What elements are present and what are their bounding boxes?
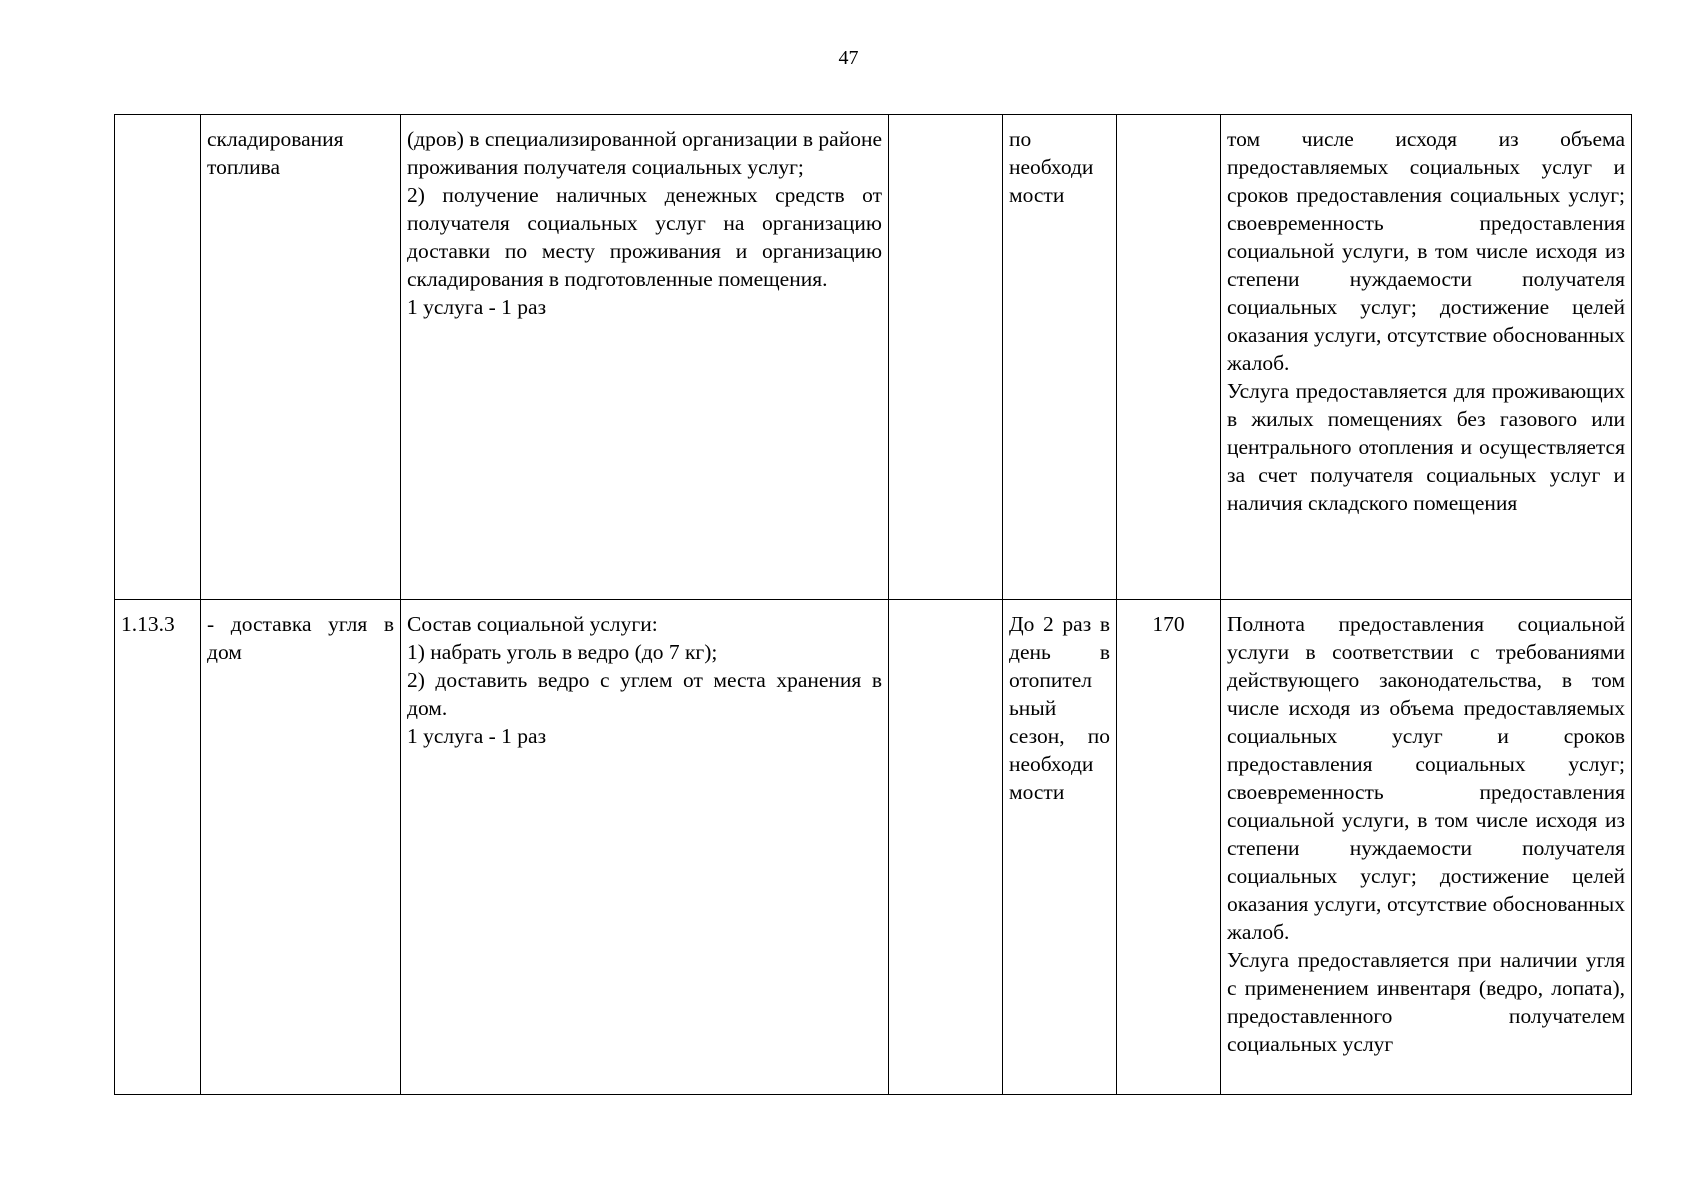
quality-paragraph: Услуга предоставляется при наличии угля с применением инвентаря (ведро, лопата), предоставленного получателем социальных услуг (1227, 948, 1625, 1056)
composition-line: 1 услуга - 1 раз (407, 295, 547, 319)
cell-frequency: До 2 раз в день в отопител ьный сезон, по необходи мости (1003, 600, 1117, 1095)
table-row (115, 600, 1632, 1095)
cell-service-name: складирования топлива (201, 115, 401, 600)
composition-line: (дров) в специализированной организации в районе проживания получателя социальных услуг; (407, 127, 882, 179)
composition-line: 2) получение наличных денежных средств от получателя социальных услуг на организацию доставки по месту проживания и организацию складирования в подготовленные помещения. (407, 183, 882, 291)
composition-line: 2) доставить ведро с углем от места хранения в дом. (407, 668, 882, 720)
cell-number: 1.13.3 (115, 600, 201, 1095)
page-number: 47 (838, 47, 859, 69)
cell-composition (401, 115, 889, 600)
table-row (115, 115, 1632, 600)
services-table (114, 114, 1632, 1095)
quality-paragraph: том числе исходя из объема предоставляемых социальных услуг и сроков предоставления социальных услуг; своевременность предоставления социальной услуги, в том числе исходя из степени нуждаемости получателя социальных услуг; достижение целей оказания услуги, отсутствие обоснованных жалоб. (1227, 127, 1625, 375)
cell-extra (889, 600, 1003, 1095)
cell-quality (1221, 600, 1632, 1095)
cell-composition (401, 600, 889, 1095)
cell-tariff: 170 (1117, 600, 1221, 1095)
composition-line: 1) набрать уголь в ведро (до 7 кг); (407, 640, 718, 664)
cell-extra (889, 115, 1003, 600)
quality-paragraph: Полнота предоставления социальной услуги в соответствии с требованиями действующего законодательства, в том числе исходя из объема предоставляемых социальных услуг и сроков предоставления социальных услуг; своевременность предоставления социальной услуги, в том числе исходя из степени нуждаемости получателя социальных услуг; достижение целей оказания услуги, отсутствие обоснованных жалоб. (1227, 612, 1625, 944)
quality-paragraph: Услуга предоставляется для проживающих в жилых помещениях без газового или центрального отопления и осуществляется за счет получателя социальных услуг и наличия складского помещения (1227, 379, 1625, 515)
composition-line: Состав социальной услуги: (407, 612, 658, 636)
cell-frequency: по необходи мости (1003, 115, 1117, 600)
cell-service-name: - доставка угля в дом (201, 600, 401, 1095)
cell-quality (1221, 115, 1632, 600)
composition-line: 1 услуга - 1 раз (407, 724, 547, 748)
cell-number (115, 115, 201, 600)
cell-tariff (1117, 115, 1221, 600)
